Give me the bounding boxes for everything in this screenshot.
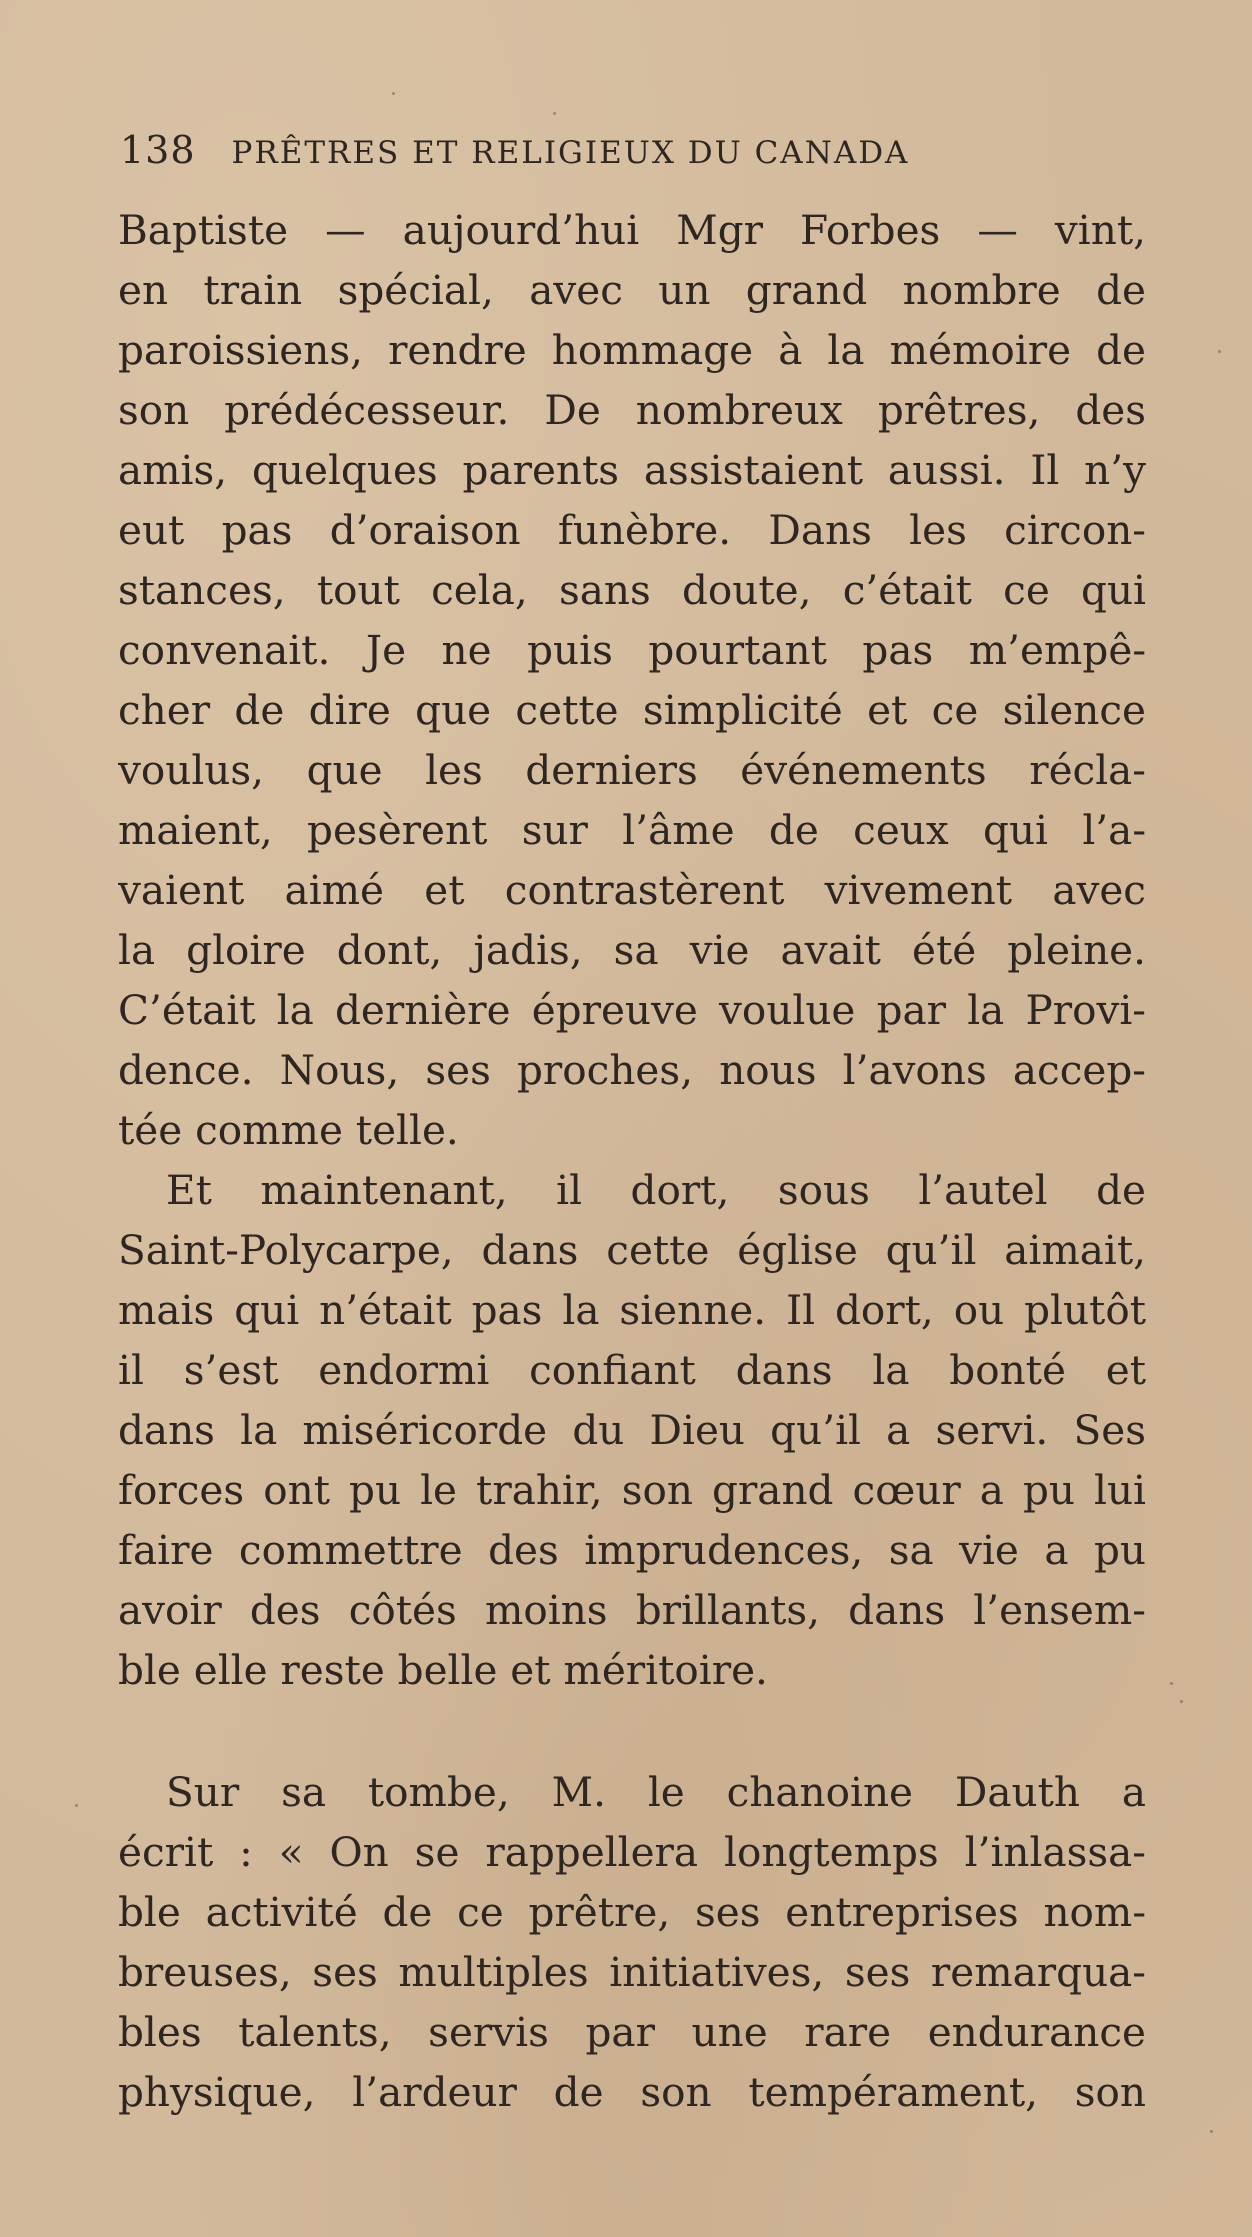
paper-speck (553, 112, 556, 115)
text-line: eut pas d’oraison funèbre. Dans les circon- (118, 506, 1146, 554)
text-line: convenait. Je ne puis pourtant pas m’empê- (118, 626, 1146, 674)
paragraph-3 (118, 1762, 1146, 2122)
text-line: bles talents, servis par une rare endurance (118, 2008, 1146, 2056)
text-line: en train spécial, avec un grand nombre de (118, 266, 1146, 314)
text-line: ble activité de ce prêtre, ses entreprises nom- (118, 1888, 1146, 1936)
text-line: dans la miséricorde du Dieu qu’il a servi. Ses (118, 1406, 1146, 1454)
text-line: C’était la dernière épreuve voulue par la Provi- (118, 986, 1146, 1034)
text-line: breuses, ses multiples initiatives, ses remarqua- (118, 1948, 1146, 1996)
text-line: physique, l’ardeur de son tempérament, son (118, 2068, 1146, 2116)
text-line: cher de dire que cette simplicité et ce silence (118, 686, 1146, 734)
paper-speck (1210, 2130, 1213, 2133)
text-line: vaient aimé et contrastèrent vivement avec (118, 866, 1146, 914)
body-text (118, 200, 1146, 2122)
text-line: son prédécesseur. De nombreux prêtres, des (118, 386, 1146, 434)
text-line: amis, quelques parents assistaient aussi. Il n’y (118, 446, 1146, 494)
text-line: Baptiste — aujourd’hui Mgr Forbes — vint, (118, 206, 1146, 254)
running-head (120, 128, 1140, 178)
text-line: ble elle reste belle et méritoire. (118, 1646, 768, 1694)
text-line: avoir des côtés moins brillants, dans l’ensem- (118, 1586, 1146, 1634)
text-line: stances, tout cela, sans doute, c’était ce qui (118, 566, 1146, 614)
running-title: PRÊTRES ET RELIGIEUX DU CANADA (231, 135, 910, 171)
paper-speck (75, 1804, 78, 1807)
text-line: la gloire dont, jadis, sa vie avait été pleine. (118, 926, 1146, 974)
text-line: faire commettre des imprudences, sa vie a pu (118, 1526, 1146, 1574)
text-line: Saint-Polycarpe, dans cette église qu’il aimait, (118, 1226, 1146, 1274)
text-line: dence. Nous, ses proches, nous l’avons accep- (118, 1046, 1146, 1094)
paper-speck (392, 92, 395, 95)
text-line: maient, pesèrent sur l’âme de ceux qui l’a- (118, 806, 1146, 854)
paper-speck (1170, 1682, 1173, 1685)
paper-speck (1218, 350, 1221, 353)
text-line: forces ont pu le trahir, son grand cœur a pu lui (118, 1466, 1146, 1514)
page-number: 138 (120, 128, 196, 172)
text-line: voulus, que les derniers événements récla- (118, 746, 1146, 794)
text-line: écrit : « On se rappellera longtemps l’inlassa- (118, 1828, 1146, 1876)
paragraph-2 (118, 1160, 1146, 1700)
text-line: mais qui n’était pas la sienne. Il dort, ou plutôt (118, 1286, 1146, 1334)
paragraph-1 (118, 200, 1146, 1160)
text-line: tée comme telle. (118, 1106, 459, 1154)
paper-speck (1180, 1700, 1183, 1703)
text-line: il s’est endormi confiant dans la bonté et (118, 1346, 1146, 1394)
text-line: Sur sa tombe, M. le chanoine Dauth a (166, 1768, 1146, 1816)
text-line: paroissiens, rendre hommage à la mémoire de (118, 326, 1146, 374)
text-line: Et maintenant, il dort, sous l’autel de (166, 1166, 1146, 1214)
paragraph-gap (118, 1700, 1146, 1762)
